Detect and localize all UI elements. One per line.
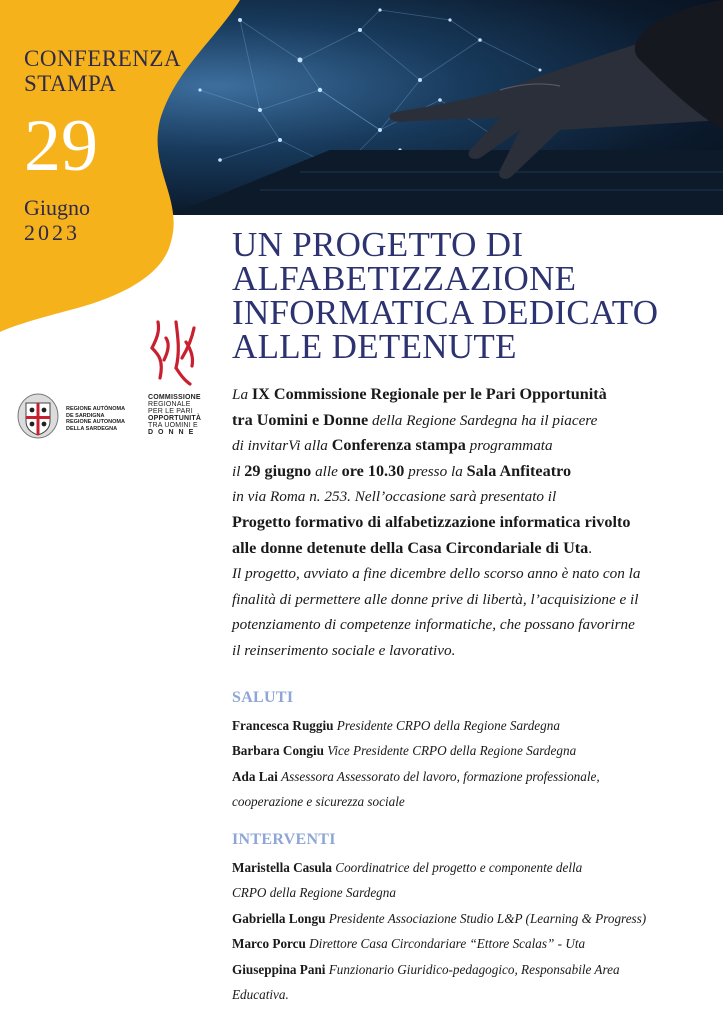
saluti-list: Francesca Ruggiu Presidente CRPO della Regione Sardegna Barbara Congiu Vice Presidente CRPO della Regione Sardegna Ada Lai Assessora Assessorato del lavoro, formazione professionale, cooperazione e sicurezza sociale [232, 713, 712, 815]
event-year: 2023 [24, 220, 80, 245]
event-day: 29 [24, 105, 98, 187]
list-item: Gabriella Longu Presidente Associazione Studio L&P (Learning & Progress) [232, 910, 647, 926]
saluti-heading: SALUTI [232, 689, 294, 706]
commissione-mark-icon [146, 318, 206, 388]
event-month: Giugno [24, 195, 90, 220]
conference-label: CONFERENZA STAMPA [24, 46, 182, 96]
list-item: Ada Lai Assessora Assessorato del lavoro, formazione professionale, [232, 768, 600, 784]
list-item: Maristella Casula Coordinatrice del progetto e componente della [232, 860, 583, 875]
list-item: Francesca Ruggiu Presidente CRPO della Regione Sardegna [232, 718, 560, 733]
title-line: ALFABETIZZAZIONE [232, 259, 577, 298]
invitation-text: La IX Commissione Regionale per le Pari Opportunità tra Uomini e Donne della Regione Sardegna ha il piacere di invitarVi alla Conferenza stampa programmata il 29 giugno alle ore 10.30 presso la Sala Anfiteatro in via Roma n. 253. Nell’occasione sarà presentato il Progetto formativo di alfabetizzazione informatica rivolto alle donne detenute della Casa Circondariale di Uta. Il progetto, avviato a fine dicembre dello scorso anno è nato con la finalità di permettere alle donne prive di libertà, l’acquisizione e il potenziamento di competenze informatiche, che possano favorirne il reinserimento sociale e lavorativo. [232, 385, 641, 659]
list-item: Barbara Congiu Vice Presidente CRPO della Regione Sardegna [232, 743, 577, 759]
interventi-heading: INTERVENTI [232, 831, 336, 848]
sardinia-coat-of-arms-icon [17, 393, 59, 439]
title-line: ALLE DETENUTE [232, 327, 517, 366]
regione-sardegna-logo [17, 393, 137, 439]
title-line: UN PROGETTO DI [232, 225, 524, 264]
event-title [232, 225, 712, 366]
interventi-list: Maristella Casula Coordinatrice del progetto e componente della CRPO della Regione Sardegna Gabriella Longu Presidente Associazione Studio L&P (Learning & Progress) Marco Porcu Direttore Casa Circondariare “Ettore Scalas” - Uta Giuseppina Pani Funzionario Giuridico-pedagogico, Responsabile Area Educativa. [232, 855, 712, 1007]
commissione-text: COMMISSIONE REGIONALE PER LE PARI OPPORTUNITÀ TRA UOMINI E DONNE [148, 394, 202, 436]
commissione-logo [140, 318, 218, 448]
list-item: Marco Porcu Direttore Casa Circondariare “Ettore Scalas” - Uta [232, 936, 586, 952]
regione-text: REGIONE AUTÒNOMA DE SARDIGNA REGIONE AUTONOMA DELLA SARDEGNA [66, 406, 126, 432]
list-item: Giuseppina Pani Funzionario Giuridico-pedagogico, Responsabile Area [232, 961, 620, 977]
date-badge [0, 0, 250, 335]
title-line: INFORMATICA DEDICATO [232, 293, 659, 332]
